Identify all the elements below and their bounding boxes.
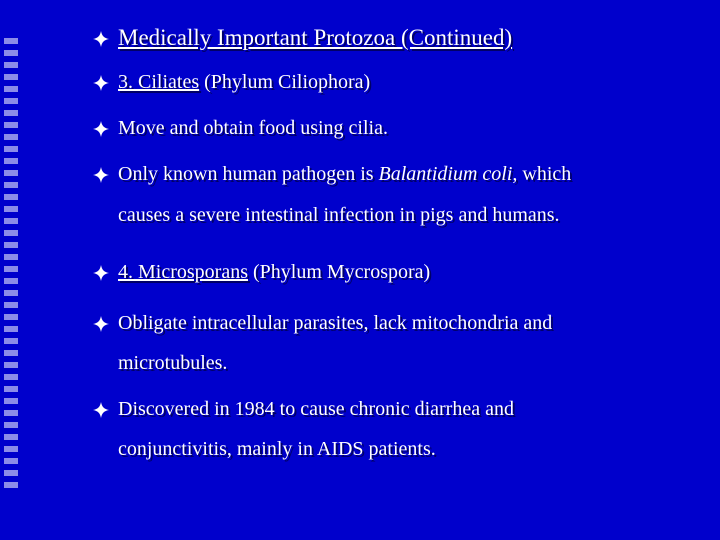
bullet-text-start: Only known human pathogen is	[118, 163, 379, 185]
ciliates-phylum: (Phylum Ciliophora)	[199, 71, 371, 93]
microsporans-phylum: (Phylum Mycrospora)	[247, 261, 431, 283]
bullet-text-end: which	[517, 163, 572, 185]
bullet-text: Move and obtain food using cilia.	[118, 117, 388, 139]
bullet-text-continuation: conjunctivitis, mainly in AIDS patients.	[118, 438, 436, 460]
diamond-bullet-icon	[92, 120, 110, 138]
bullet-text-continuation: microtubules.	[118, 352, 228, 374]
diamond-bullet-icon	[92, 30, 110, 48]
decorative-left-border	[4, 38, 18, 493]
species-name: Balantidium coli,	[378, 163, 518, 185]
ciliates-link[interactable]: 3. Ciliates	[118, 71, 200, 93]
bullet-text: Discovered in 1984 to cause chronic diarrhea and	[118, 398, 514, 420]
slide-title: Medically Important Protozoa (Continued)	[118, 25, 513, 50]
diamond-bullet-icon	[92, 315, 110, 333]
diamond-bullet-icon	[92, 74, 110, 92]
microsporans-link[interactable]: 4. Microsporans	[118, 261, 248, 283]
diamond-bullet-icon	[92, 401, 110, 419]
bullet-text-continuation: causes a severe intestinal infection in pigs and humans.	[118, 204, 560, 226]
bullet-text: Obligate intracellular parasites, lack mitochondria and	[118, 312, 553, 334]
diamond-bullet-icon	[92, 166, 110, 184]
diamond-bullet-icon	[92, 264, 110, 282]
